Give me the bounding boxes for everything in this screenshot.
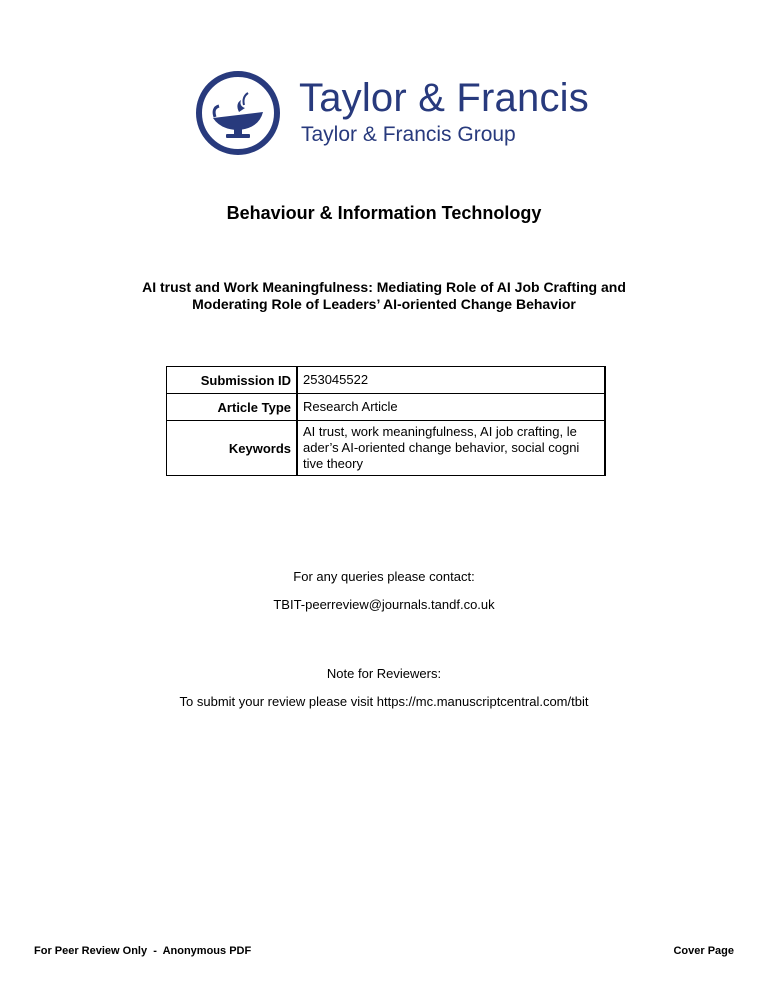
table-row [166, 421, 606, 476]
article-title-line-2: Moderating Role of Leaders’ AI-oriented Change Behavior [192, 296, 576, 312]
publisher-wordmark: Taylor & Francis [299, 76, 589, 120]
publisher-logo [195, 70, 589, 156]
table-row [166, 366, 606, 394]
submission-id-label: Submission ID [166, 366, 298, 394]
article-title-line-1: AI trust and Work Meaningfulness: Mediating Role of AI Job Crafting and [142, 279, 626, 295]
footer-peer-review-notice: For Peer Review Only - Anonymous PDF [34, 945, 252, 957]
footer-page-label: Cover Page [673, 945, 734, 957]
article-type-value: Research Article [298, 394, 606, 421]
submission-id-value: 253045522 [298, 366, 606, 394]
article-type-label: Article Type [166, 394, 298, 421]
reviewer-instruction[interactable]: To submit your review please visit https://mc.manuscriptcentral.com/tbit [179, 694, 589, 709]
reviewer-note-heading: Note for Reviewers: [326, 666, 442, 681]
keywords-line: ader’s AI-oriented change behavior, social cogni [303, 440, 580, 455]
keywords-label: Keywords [166, 421, 298, 476]
contact-email[interactable]: TBIT-peerreview@journals.tandf.co.uk [273, 597, 495, 612]
keywords-line: tive theory [303, 456, 363, 471]
lamp-icon [195, 70, 281, 156]
keywords-line: AI trust, work meaningfulness, AI job crafting, le [303, 424, 577, 439]
article-title [84, 279, 684, 313]
journal-title: Behaviour & Information Technology [226, 203, 542, 223]
publisher-group-name: Taylor & Francis Group [301, 123, 516, 146]
keywords-value [298, 421, 606, 476]
submission-info-table [166, 366, 606, 476]
contact-prompt: For any queries please contact: [293, 569, 475, 584]
table-row [166, 394, 606, 421]
